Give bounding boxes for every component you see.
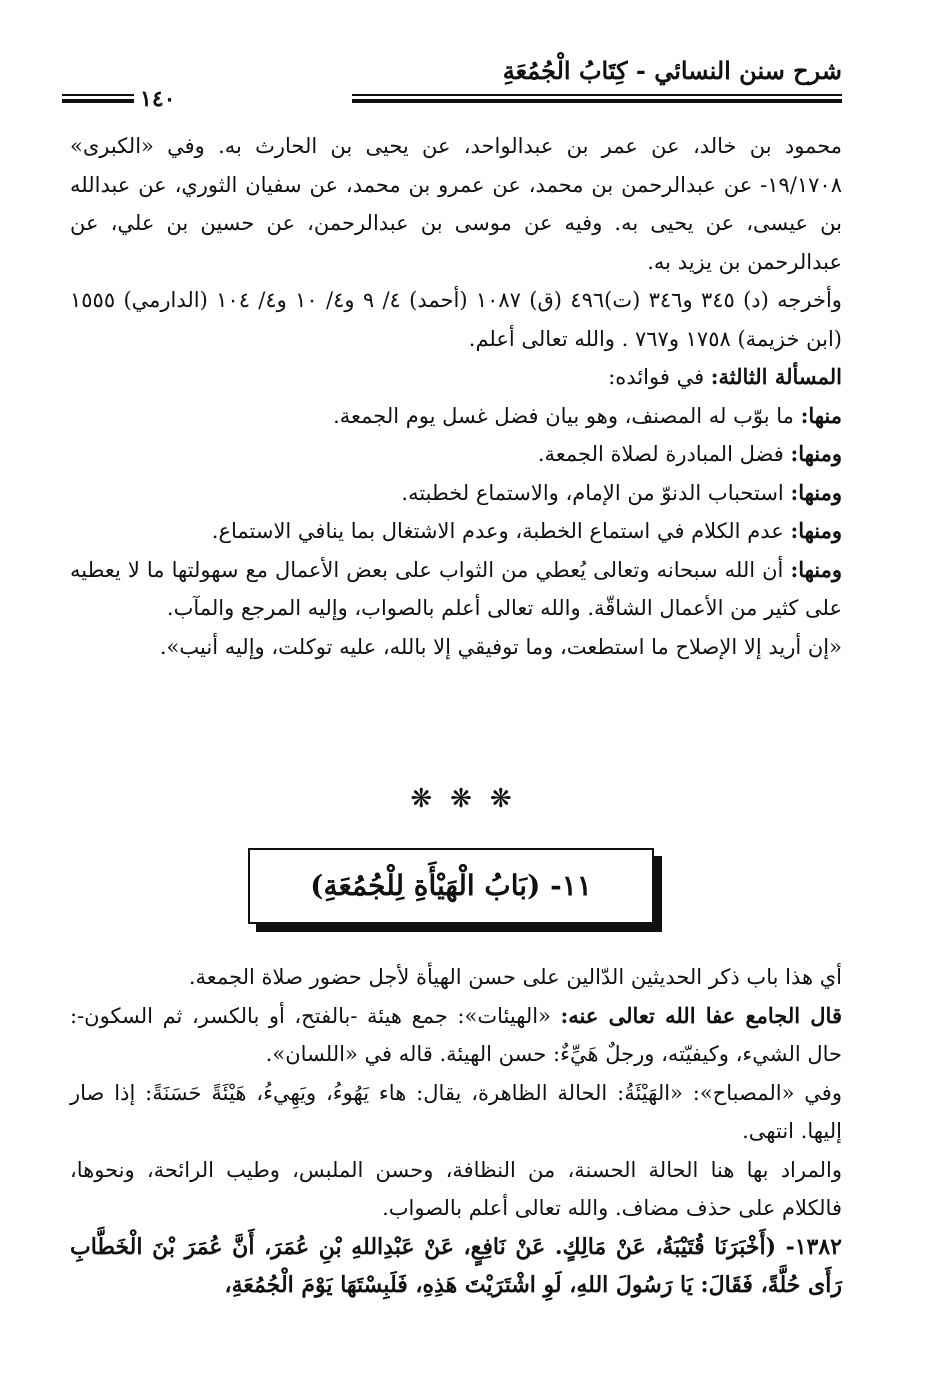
benefit-item [70, 474, 842, 513]
chapter-intro: أي هذا باب ذكر الحديثين الدّالين على حسن الهيأة لأجل حضور صلاة الجمعة. [188, 965, 842, 989]
benefit-label: ومنها: [790, 518, 842, 543]
benefit-item [70, 397, 842, 436]
author-note [70, 997, 842, 1074]
benefit-text: عدم الكلام في استماع الخطبة، وعدم الاشتغال بما ينافي الاستماع. [211, 519, 791, 543]
benefit-item [70, 512, 842, 551]
hadith-text: ١٣٨٢- (أَخْبَرَنَا قُتَيْبَةُ، عَنْ مَالِكٍ. عَنْ نَافِعٍ، عَنْ عَبْدِاللهِ بْنِ عُمَرَ، أَنَّ عُمَرَ بْنَ الْخَطَّابِ رَأَى حُلَّةً، فَقَالَ: يَا رَسُولَ اللهِ، لَوِ اشْتَرَيْتَ هَذِهِ، فَلَبِسْتَهَا يَوْمَ الْجُمُعَةِ، [70, 1233, 842, 1298]
author-text: «الهيئات»: جمع هيئة -بالفتح، أو بالكسر، ثم السكون-: حال الشيء، وكيفيّته، ورجلٌ هَيِّءٌ: حسن الهيئة. قاله في «اللسان». [70, 1003, 842, 1066]
takhrij-paragraph: وأخرجه (د) ٣٤٥ و٣٤٦ (ت)٤٩٦ (ق) ١٠٨٧ (أحمد) ٤/ ٩ و٤/ ١٠ و٤/ ١٠٤ (الدارمي) ١٥٥٥ (ابن خزيمة) ١٧٥٨ و٧٦٧ . والله تعالى أعلم. [70, 288, 842, 351]
chapter-heading-box [248, 848, 654, 924]
benefit-label: ومنها: [790, 441, 842, 466]
benefit-text: فضل المبادرة لصلاة الجمعة. [537, 442, 791, 466]
benefit-text: أن الله سبحانه وتعالى يُعطي من الثواب على بعض الأعمال مع سهولتها ما لا يعطيه على كثير من الأعمال الشاقّة. والله تعالى أعلم بالصواب، وإليه المرجع والمآب. [70, 557, 842, 620]
issue-label: المسألة الثالثة: [710, 364, 842, 389]
page-header [62, 56, 842, 112]
source-paragraph: محمود بن خالد، عن عمر بن عبدالواحد، عن يحيى بن الحارث به. وفي «الكبرى» ١٩/١٧٠٨- عن عبدالرحمن بن محمد، عن عمرو بن محمد، عن سفيان الثوري، عن عبدالله بن عيسى، عن يحيى به. وفيه عن موسى بن عبدالرحمن، عن حسين بن علي، عن عبدالرحمن بن يزيد به. [70, 134, 842, 274]
benefit-item [70, 435, 842, 474]
bottom-text [70, 958, 842, 1305]
benefit-label: ومنها: [790, 556, 842, 582]
issue-text: في فوائده: [608, 365, 711, 389]
chapter-title: ١١- (بَابُ الْهَيْأَةِ لِلْجُمُعَةِ) [310, 869, 592, 902]
header-rule-left [62, 94, 134, 103]
closing-quote: «إن أريد إلا الإصلاح ما استطعت، وما توفيقي إلا بالله، عليه توكلت، وإليه أنيب». [159, 634, 842, 659]
section-separator: ❋❋❋ [410, 784, 530, 814]
top-text [70, 127, 842, 666]
benefit-label: ومنها: [790, 479, 842, 505]
benefit-label: منها: [800, 402, 842, 428]
benefit-text: ما بوّب له المصنف، وهو بيان فضل غسل يوم الجمعة. [333, 403, 801, 428]
benefit-item [70, 551, 842, 628]
benefit-text: استحباب الدنوّ من الإمام، والاستماع لخطبته. [401, 480, 791, 505]
running-title: شرح سنن النسائي - كِتَابُ الْجُمُعَةِ [502, 56, 842, 85]
header-rule-right [352, 94, 842, 103]
issue-heading [70, 358, 842, 397]
author-label: قال الجامع عفا الله تعالى عنه: [560, 1002, 842, 1028]
meaning-paragraph: والمراد بها هنا الحالة الحسنة، من النظافة، وحسن الملبس، وطيب الرائحة، ونحوها، فالكلام على حذف مضاف. والله تعالى أعلم بالصواب. [70, 1157, 842, 1220]
misbah-quote: وفي «المصباح»: «الهَيْئَةُ: الحالة الظاهرة، يقال: هاء يَهُوءُ، ويَهِيءُ، هَيْئَةً حَسَنَةً: إذا صار إليها. انتهى. [70, 1080, 842, 1143]
page-number: ١٤٠ [140, 86, 176, 112]
